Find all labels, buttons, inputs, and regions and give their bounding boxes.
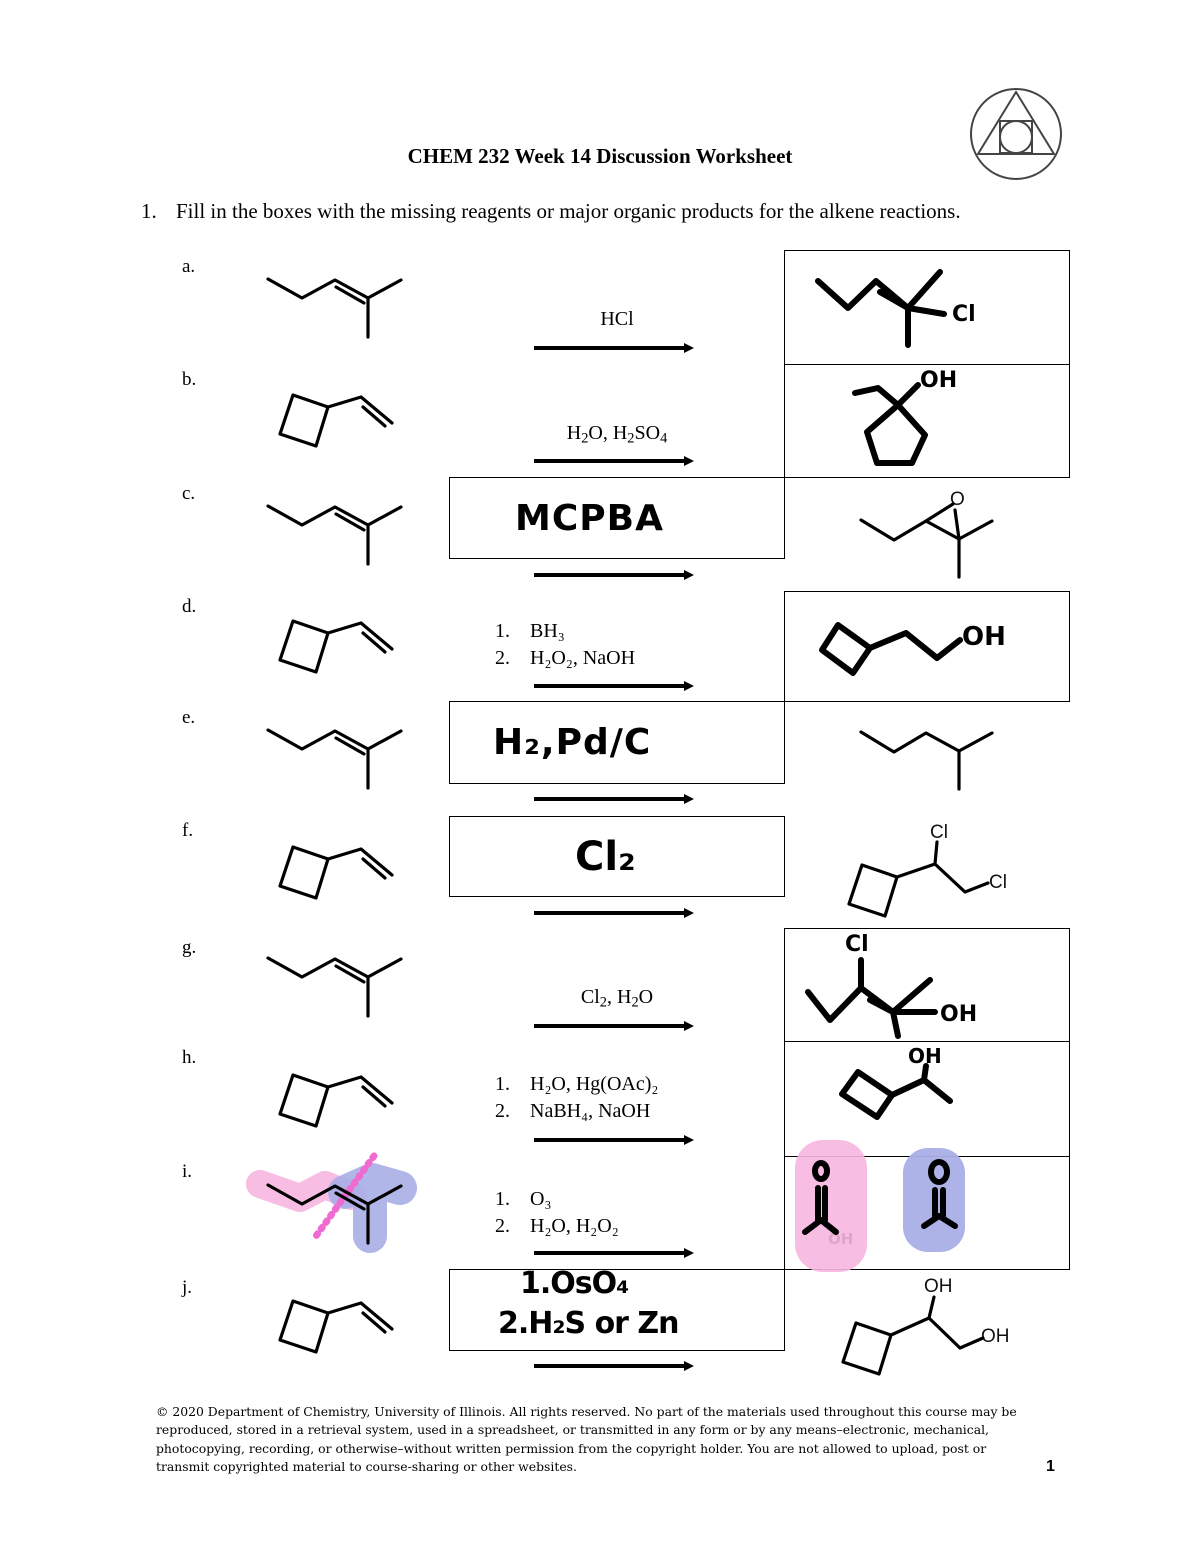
reagent-d: 1. BH₃ 2. H₂O₂, NaOH bbox=[495, 620, 636, 669]
product-c-epoxide bbox=[861, 504, 992, 577]
product-f-cl-top: Cl bbox=[930, 822, 948, 843]
product-g-chlorohydrin bbox=[808, 960, 935, 1036]
reagent-a: HCl bbox=[600, 308, 634, 330]
page-title: CHEM 232 Week 14 Discussion Worksheet bbox=[407, 144, 793, 168]
handwritten-j-step2: 2.H₂S or Zn bbox=[498, 1306, 679, 1341]
handwritten-e-reagent: H₂,Pd/C bbox=[493, 722, 652, 763]
start-vinylcyclobutane-h bbox=[280, 1075, 392, 1126]
handwritten-b-oh: OH bbox=[920, 368, 958, 393]
row-label-i: i. bbox=[182, 1161, 193, 1182]
start-vinylcyclobutane-d bbox=[280, 621, 392, 672]
product-f-dichloride bbox=[849, 842, 988, 916]
row-label-b: b. bbox=[182, 369, 197, 390]
product-f-cl-right: Cl bbox=[989, 872, 1007, 893]
question-number: 1. bbox=[141, 199, 157, 223]
start-alkene-c bbox=[268, 506, 401, 564]
row-label-j: j. bbox=[182, 1277, 193, 1298]
start-vinylcyclobutane-f bbox=[280, 847, 392, 898]
handwritten-a-cl: Cl bbox=[952, 302, 976, 327]
handwritten-f-reagent: Cl₂ bbox=[575, 834, 636, 880]
row-label-g: g. bbox=[182, 937, 197, 958]
start-alkene-e bbox=[268, 730, 401, 788]
product-d-alcohol bbox=[822, 625, 960, 673]
product-j-oh-right: OH bbox=[981, 1326, 1010, 1347]
start-vinylcyclobutane-b bbox=[280, 395, 392, 446]
product-b-cyclopentanol bbox=[855, 385, 925, 463]
copyright-footer: © 2020 Department of Chemistry, University of Illinois. All rights reserved. No part of the materials used throughout this course may be reproduced, stored in a retrieval system, used in a spreadsheet, or transmitted in any form or by any means–electronic, mechanical, photocopying, recording, or otherwise–without written permission from the copyright holder. You are not allowed to upload, post or transmit copyrighted material to course-sharing or other websites. bbox=[156, 1404, 1017, 1474]
row-label-d: d. bbox=[182, 596, 197, 617]
start-alkene-a bbox=[268, 279, 401, 337]
row-label-f: f. bbox=[182, 820, 194, 841]
handwritten-g-oh: OH bbox=[940, 1002, 978, 1027]
reagent-i: 1. O₃ 2. H₂O, H₂O₂ bbox=[495, 1188, 619, 1237]
handwritten-h-oh: OH bbox=[908, 1044, 942, 1068]
row-label-a: a. bbox=[182, 256, 196, 277]
question-text: Fill in the boxes with the missing reagents or major organic products for the alkene reactions. bbox=[176, 199, 961, 223]
row-label-e: e. bbox=[182, 707, 196, 728]
handwritten-c-reagent: MCPBA bbox=[515, 498, 664, 539]
product-j-oh-top: OH bbox=[924, 1276, 953, 1297]
reaction-arrows bbox=[534, 348, 686, 1366]
row-label-h: h. bbox=[182, 1047, 197, 1068]
product-c-epoxide-o: O bbox=[950, 489, 965, 510]
product-a-chloride bbox=[818, 272, 944, 345]
start-alkene-g bbox=[268, 958, 401, 1016]
reagent-b: $H_2O$, $H_2SO_4$ bbox=[566, 422, 668, 447]
start-vinylcyclobutane-j bbox=[280, 1301, 392, 1352]
row-label-c: c. bbox=[182, 483, 196, 504]
product-e-alkane bbox=[861, 732, 992, 789]
reagent-h: 1. H₂O, Hg(OAc)₂ 2. NaBH₄, NaOH bbox=[495, 1073, 659, 1122]
handwritten-j-step1: 1.OsO₄ bbox=[520, 1266, 629, 1301]
page-number: 1 bbox=[1046, 1458, 1055, 1475]
product-h-alcohol bbox=[842, 1066, 950, 1117]
product-j-diol bbox=[843, 1297, 983, 1374]
handwritten-d-oh: OH bbox=[962, 622, 1006, 652]
highlight-purple bbox=[345, 1148, 965, 1252]
handwritten-g-cl: Cl bbox=[845, 932, 869, 957]
reagent-g: $Cl_2$, $H_2O$ bbox=[580, 986, 654, 1011]
